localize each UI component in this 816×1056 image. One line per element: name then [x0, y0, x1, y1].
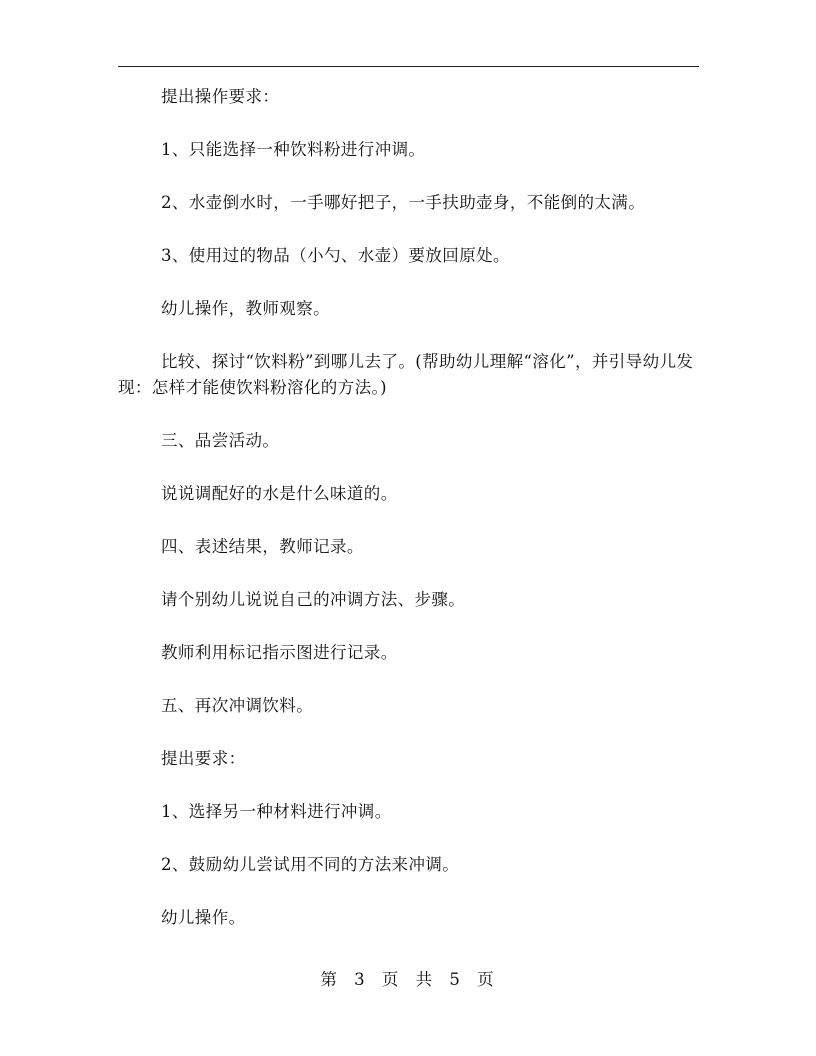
paragraph: 幼儿操作。	[161, 908, 246, 927]
paragraph: 三、品尝活动。	[161, 431, 280, 450]
paragraph: 比较、探讨“饮料粉”到哪儿去了。(帮助幼儿理解“溶化”，并引导幼儿发现：怎样才能使饮料粉溶化的方法。)	[118, 352, 694, 397]
paragraph: 请个别幼儿说说自己的冲调方法、步骤。	[161, 590, 466, 609]
paragraph: 五、再次冲调饮料。	[161, 696, 314, 715]
paragraph: 幼儿操作，教师观察。	[161, 299, 330, 318]
paragraph: 提出操作要求：	[161, 87, 280, 106]
footer-page-unit: 页	[381, 970, 401, 989]
paragraph: 1、选择另一种材料进行冲调。	[161, 802, 392, 821]
paragraph: 四、表述结果，教师记录。	[161, 537, 364, 556]
footer-total-unit: 页	[477, 970, 496, 989]
paragraph: 说说调配好的水是什么味道的。	[161, 484, 398, 503]
paragraph: 1、只能选择一种饮料粉进行冲调。	[161, 140, 426, 159]
paragraph: 教师利用标记指示图进行记录。	[161, 643, 398, 662]
document-body	[118, 84, 699, 958]
paragraph: 2、鼓励幼儿尝试用不同的方法来冲调。	[161, 855, 460, 874]
paragraph: 2、水壶倒水时，一手哪好把子，一手扶助壶身，不能倒的太满。	[161, 193, 646, 212]
header-rule	[118, 66, 699, 67]
footer-total-pages: 5	[449, 970, 462, 989]
paragraph: 3、使用过的物品（小勺、水壶）要放回原处。	[161, 246, 510, 265]
footer-prefix: 第	[320, 970, 339, 989]
paragraph: 提出要求：	[161, 749, 246, 768]
page-footer	[0, 967, 816, 993]
footer-current-page: 3	[354, 970, 367, 989]
footer-total-prefix: 共	[415, 970, 435, 989]
